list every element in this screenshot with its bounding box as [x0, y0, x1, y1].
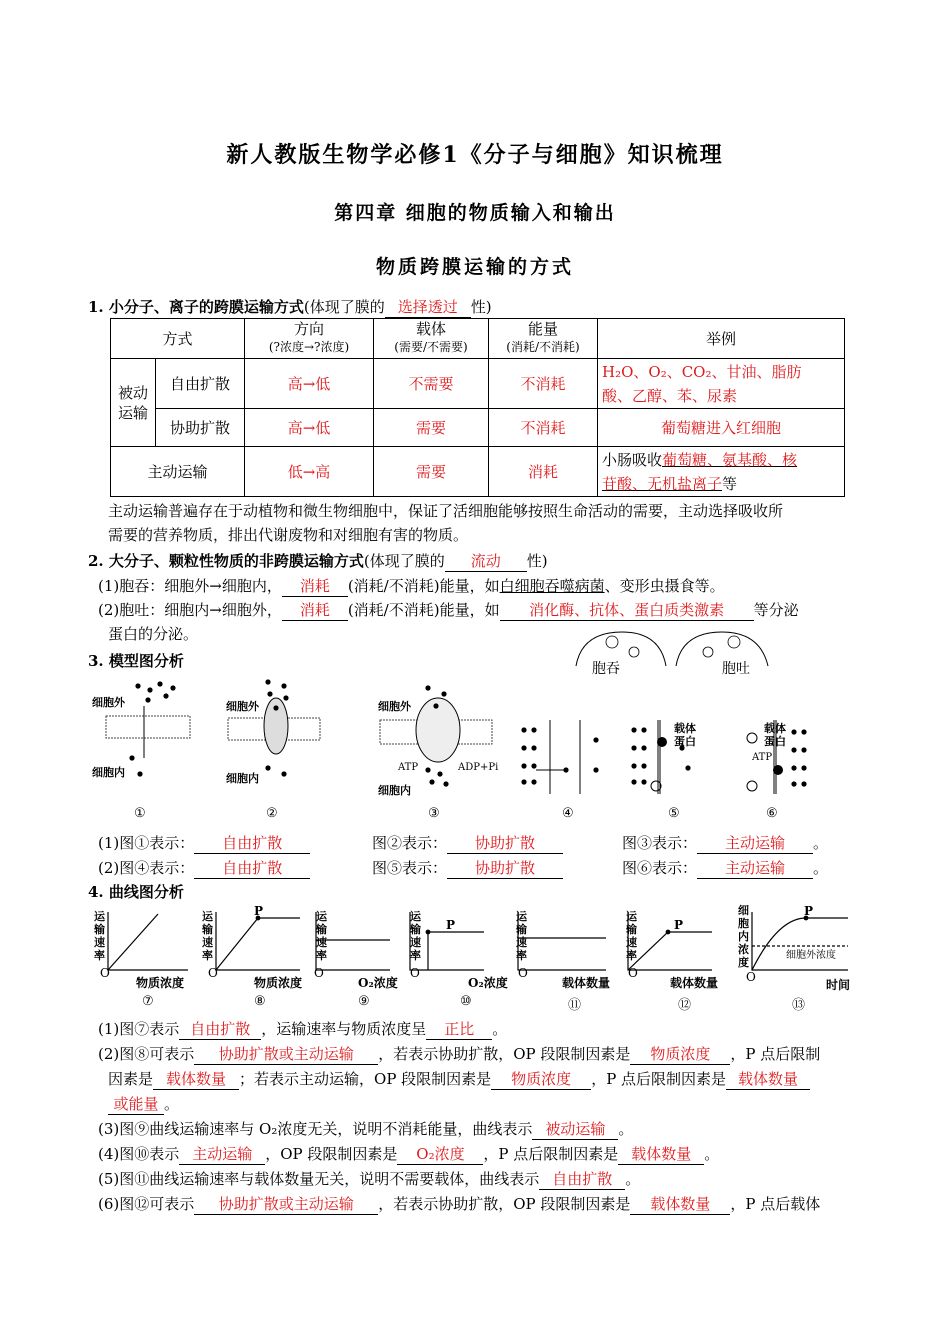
- cell-act-ex: [598, 447, 845, 497]
- q4-c: ，OP 段限制因素是: [265, 1145, 398, 1163]
- q1-b1: 自由扩散: [179, 1018, 261, 1040]
- s3q-r1c-ans: 主动运输: [697, 832, 813, 854]
- cell-facil: 协助扩散: [156, 409, 245, 447]
- cell-free-ex: [598, 359, 845, 409]
- q6-line: [98, 1193, 820, 1215]
- chapter-title: 第四章 细胞的物质输入和输出: [334, 202, 616, 224]
- cell-passive: 被动运输: [111, 359, 156, 447]
- exo-label: 胞吐: [722, 661, 750, 677]
- cell-free-en: 不消耗: [489, 359, 598, 409]
- q1-b2: 正比: [426, 1018, 492, 1040]
- g9-xlabel: O₂浓度: [358, 976, 398, 990]
- s3q-row2-c: [622, 857, 828, 879]
- q6-a: (6)图⑫可表示: [98, 1195, 195, 1213]
- cell-free-car: 不需要: [374, 359, 489, 409]
- g13-origin: O: [746, 970, 756, 984]
- s3q-r1c-pre: 图③表示：: [622, 834, 698, 852]
- g13-out-label: 细胞外浓度: [786, 950, 836, 961]
- s3-heading: 3. 模型图分析: [88, 652, 184, 670]
- cell-active: 主动运输: [111, 447, 245, 497]
- s3-line: [88, 650, 184, 671]
- s2-heading: 2. 大分子、颗粒性物质的非跨膜运输方式: [88, 552, 364, 570]
- cell-free-dir: 高→低: [245, 359, 374, 409]
- q2-line3: [108, 1093, 179, 1115]
- s3q-r1b-pre: 图②表示：: [372, 834, 448, 852]
- g11-xlabel: 载体数量: [562, 976, 611, 990]
- s2a-line: [98, 575, 725, 597]
- q2-e: 因素是: [108, 1070, 154, 1088]
- q3-a: (3)图⑨曲线运输速率与 O₂浓度无关，说明不消耗能量，曲线表示: [98, 1120, 533, 1138]
- s2a-pre: (1)胞吞：细胞外→细胞内，: [98, 577, 282, 595]
- th-dir-label: 方向: [293, 320, 324, 338]
- s2b-line: [98, 599, 799, 621]
- g-num-12: ⑫: [678, 998, 692, 1013]
- fig-num-3: ③: [428, 806, 440, 821]
- cell-fac-dir: 高→低: [245, 409, 374, 447]
- th-carrier: [374, 319, 489, 359]
- s3q-r1c-post: 。: [813, 834, 829, 852]
- cell-act-car: 需要: [374, 447, 489, 497]
- s2b-mid: (消耗/不消耗)能量，如: [347, 601, 500, 619]
- q4-line: [98, 1143, 719, 1165]
- q2-b4: 物质浓度: [491, 1068, 591, 1090]
- g7-origin: O: [100, 966, 110, 980]
- q6-c: ，若表示协助扩散，OP 段限制因素是: [378, 1195, 631, 1213]
- q2-d: ，P 点后限制: [730, 1045, 821, 1063]
- q4-d: 。: [704, 1145, 720, 1163]
- fig5-carrier-1: 载体: [674, 722, 696, 735]
- q2-g: ，P 点后限制因素是: [591, 1070, 727, 1088]
- s4-heading: 4. 曲线图分析: [88, 883, 184, 901]
- s2a-underlined: 白细胞吞噬病菌: [499, 577, 605, 595]
- s3q-row1-b: [372, 832, 563, 854]
- th-car-sub: (需要/不需要): [394, 340, 468, 354]
- s2b-line2: 蛋白的分泌。: [108, 625, 199, 643]
- fig-num-6: ⑥: [766, 806, 778, 821]
- cell-fac-ex: 葡萄糖进入红细胞: [598, 409, 845, 447]
- cell-act-en: 消耗: [489, 447, 598, 497]
- fig2-in-label: 细胞内: [226, 772, 259, 785]
- g10-origin: O: [410, 966, 420, 980]
- g11-origin: O: [518, 966, 528, 980]
- fig-num-5: ⑤: [668, 806, 680, 821]
- g10-ylabel: 运输速率: [410, 910, 421, 962]
- free-ex1: H₂O、O₂、CO₂、甘油、脂肪: [602, 362, 802, 381]
- g12-xlabel: 载体数量: [670, 976, 719, 990]
- s1-heading: 1. 小分子、离子的跨膜运输方式: [88, 298, 304, 316]
- g-num-9: ⑨: [358, 994, 370, 1009]
- g13-ylabel: 细胞内浓度: [738, 904, 749, 969]
- fig3-in-label: 细胞内: [378, 784, 411, 797]
- s3q-row2-a: [98, 857, 310, 879]
- q6-b2: 载体数量: [630, 1193, 730, 1215]
- s3q-r2c-post: 。: [813, 859, 829, 877]
- s2b-post: 等分泌: [753, 601, 799, 619]
- s2a-mid: (消耗/不消耗)能量，如: [347, 577, 500, 595]
- s2b-pre: (2)胞吐：细胞内→细胞外，: [98, 601, 282, 619]
- fig-num-2: ②: [266, 806, 278, 821]
- s3q-row2-b: [372, 857, 563, 879]
- q6-d: ，P 点后载体: [730, 1195, 821, 1213]
- g10-p: P: [446, 918, 456, 932]
- act-ex-pre: 小肠吸收: [602, 450, 663, 469]
- th-en-label: 能量: [527, 320, 558, 338]
- fig3-out-label: 细胞外: [378, 700, 411, 713]
- s2-pre: (体现了膜的: [363, 552, 445, 570]
- cell-fac-car: 需要: [374, 409, 489, 447]
- s3q-r1a-ans: 自由扩散: [194, 832, 310, 854]
- cell-free: 自由扩散: [156, 359, 245, 409]
- fig6-carrier-2: 蛋白: [764, 735, 786, 748]
- s3q-r2c-pre: 图⑥表示：: [622, 859, 698, 877]
- fig3-adp-label: ADP+Pi: [458, 762, 499, 773]
- g12-ylabel: 运输速率: [626, 910, 637, 962]
- s3q-r2b-pre: 图⑤表示：: [372, 859, 448, 877]
- fig1-in-label: 细胞内: [92, 766, 125, 779]
- q5-d: 。: [625, 1170, 641, 1188]
- q2-b6: 或能量: [108, 1093, 164, 1115]
- fig6-carrier-label: [764, 722, 786, 748]
- th-energy: [489, 319, 598, 359]
- fig-num-1: ①: [134, 806, 146, 821]
- fig6-carrier-1: 载体: [764, 722, 786, 735]
- g-num-7: ⑦: [142, 994, 154, 1009]
- s2a-blank: 消耗: [282, 575, 348, 597]
- s1-post: 性): [470, 298, 492, 316]
- free-ex2: 酸、乙醇、苯、尿素: [602, 386, 738, 405]
- g8-origin: O: [208, 966, 218, 980]
- fig2-out-label: 细胞外: [226, 700, 259, 713]
- q4-b2: O₂浓度: [397, 1143, 483, 1165]
- q2-b2: 物质浓度: [630, 1043, 730, 1065]
- fig1-out-label: 细胞外: [92, 696, 125, 709]
- q1-c: ，运输速率与物质浓度呈: [261, 1020, 427, 1038]
- th-method: 方式: [111, 319, 245, 359]
- g7-xlabel: 物质浓度: [136, 976, 185, 990]
- s1-line: [88, 296, 492, 318]
- q5-b1: 自由扩散: [539, 1168, 625, 1190]
- s3q-r1b-ans: 协助扩散: [447, 832, 563, 854]
- g9-ylabel: 运输速率: [316, 910, 327, 962]
- s1-blank: 选择透过: [385, 296, 471, 318]
- fig5-carrier-label: [674, 722, 696, 748]
- s4-line: [88, 881, 184, 902]
- g9-origin: O: [314, 966, 324, 980]
- q4-e: ，P 点后限制因素是: [483, 1145, 619, 1163]
- q2-b5: 载体数量: [726, 1068, 810, 1090]
- section-title: 物质跨膜运输的方式: [375, 256, 574, 278]
- s3q-row1-c: [622, 832, 828, 854]
- q1-d: 。: [492, 1020, 508, 1038]
- q2-h: 。: [164, 1095, 180, 1113]
- g11-ylabel: 运输速率: [516, 910, 527, 962]
- act-ex1: 葡萄糖、氨基酸、核: [662, 450, 798, 469]
- q2-line1: [98, 1043, 820, 1065]
- s2-line: [88, 550, 548, 572]
- cell-fac-en: 不消耗: [489, 409, 598, 447]
- g-num-11: ⑪: [568, 998, 582, 1013]
- th-car-label: 载体: [415, 320, 446, 338]
- g7-ylabel: 运输速率: [94, 910, 105, 962]
- g-num-13: ⑬: [792, 998, 806, 1013]
- q2-b3: 载体数量: [153, 1068, 239, 1090]
- th-en-sub: (消耗/不消耗): [506, 340, 580, 354]
- q5-a: (5)图⑪曲线运输速率与载体数量无关，说明不需要载体，曲线表示: [98, 1170, 540, 1188]
- model-figures: [88, 678, 818, 828]
- s2-blank: 流动: [445, 550, 527, 572]
- q3-d: 。: [618, 1120, 634, 1138]
- s2b-blank: 消耗: [282, 599, 348, 621]
- cell-act-dir: 低→高: [245, 447, 374, 497]
- s3q-r2a-pre: (2)图④表示：: [98, 859, 195, 877]
- s2a-post: 、变形虫摄食等。: [604, 577, 725, 595]
- g13-p: P: [804, 904, 814, 918]
- q2-f: ；若表示主动运输，OP 段限制因素是: [239, 1070, 492, 1088]
- s3q-r2a-ans: 自由扩散: [194, 857, 310, 879]
- s1-pre: (体现了膜的: [303, 298, 385, 316]
- note-line1: 主动运输普遍存在于动植物和微生物细胞中，保证了活细胞能够按照生命活动的需要，主动选择吸收所: [108, 502, 784, 520]
- note-line2: 需要的营养物质，排出代谢废物和对细胞有害的物质。: [108, 526, 469, 544]
- th-example: 举例: [598, 319, 845, 359]
- th-direction: [245, 319, 374, 359]
- q3-b1: 被动运输: [532, 1118, 618, 1140]
- g-num-10: ⑩: [460, 994, 472, 1009]
- act-ex-post: 等: [722, 474, 738, 493]
- fig3-atp-label: ATP: [398, 762, 419, 773]
- g8-p: P: [254, 904, 264, 918]
- q2-b1: 协助扩散或主动运输: [194, 1043, 378, 1065]
- s3q-row1-a: [98, 832, 310, 854]
- q3-line: [98, 1118, 633, 1140]
- endo-label: 胞吞: [592, 661, 620, 677]
- s3q-r2b-ans: 协助扩散: [447, 857, 563, 879]
- q2-line2: [108, 1068, 810, 1090]
- q4-a: (4)图⑩表示: [98, 1145, 180, 1163]
- g-num-8: ⑧: [254, 994, 266, 1009]
- s3q-r1a-pre: (1)图①表示：: [98, 834, 195, 852]
- act-ex2: 苷酸、无机盐离子: [602, 474, 723, 493]
- fig6-atp-label: ATP: [752, 752, 773, 763]
- q6-b1: 协助扩散或主动运输: [194, 1193, 378, 1215]
- fig5-carrier-2: 蛋白: [674, 735, 696, 748]
- s2-post: 性): [526, 552, 548, 570]
- doc-title: 新人教版生物学必修1《分子与细胞》知识梳理: [226, 142, 724, 168]
- q2-c: ，若表示协助扩散，OP 段限制因素是: [378, 1045, 631, 1063]
- q5-line: [98, 1168, 640, 1190]
- s2b-blank2: 消化酶、抗体、蛋白质类激素: [500, 599, 754, 621]
- q4-b1: 主动运输: [179, 1143, 265, 1165]
- g12-origin: O: [628, 966, 638, 980]
- g13-xlabel: 时间: [826, 978, 851, 992]
- g8-ylabel: 运输速率: [202, 910, 213, 962]
- q4-b3: 载体数量: [618, 1143, 704, 1165]
- q1-line: [98, 1018, 507, 1040]
- s3q-r2c-ans: 主动运输: [697, 857, 813, 879]
- transport-table: [110, 318, 845, 497]
- th-dir-sub: (?浓度→?浓度): [268, 340, 350, 354]
- g10-xlabel: O₂浓度: [468, 976, 508, 990]
- g12-p: P: [674, 918, 684, 932]
- q2-a: (2)图⑧可表示: [98, 1045, 195, 1063]
- g8-xlabel: 物质浓度: [254, 976, 303, 990]
- fig-num-4: ④: [562, 806, 574, 821]
- q1-a: (1)图⑦表示: [98, 1020, 180, 1038]
